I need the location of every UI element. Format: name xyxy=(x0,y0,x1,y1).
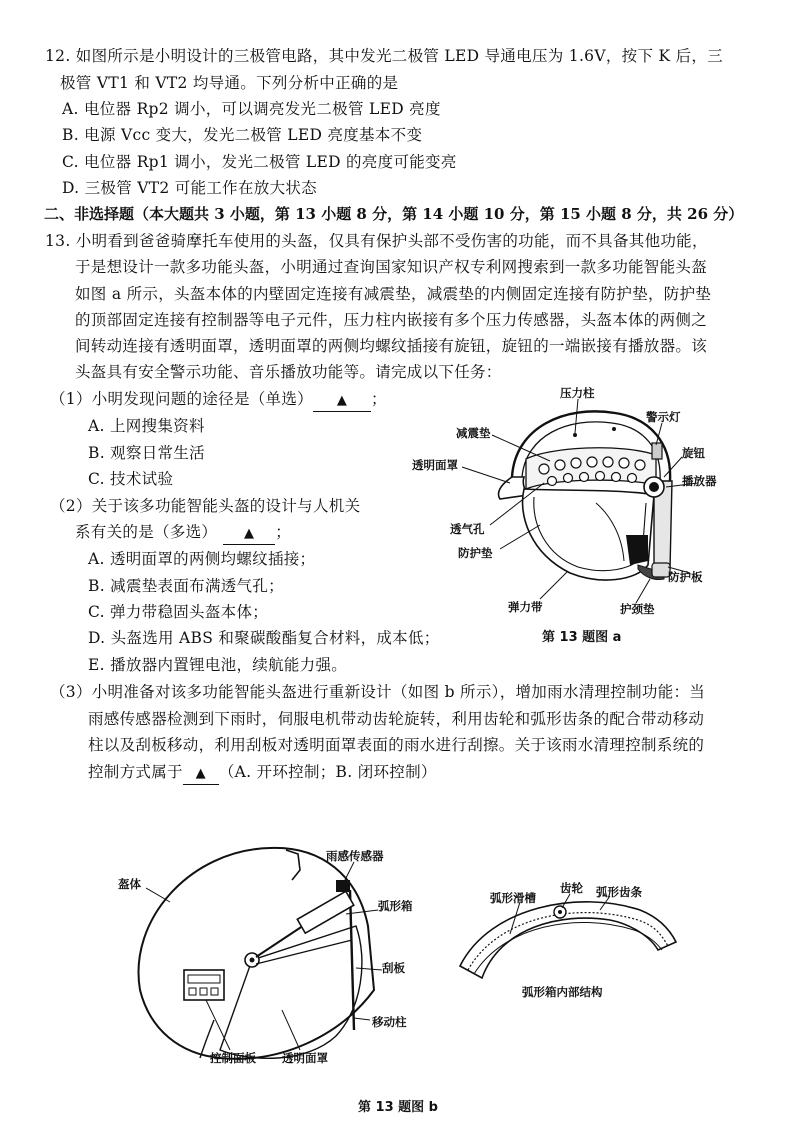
figure-b-caption: 第 13 题图 b xyxy=(358,1100,438,1115)
answer-blank[interactable]: ▲ xyxy=(313,389,371,412)
answer-blank[interactable]: ▲ xyxy=(223,522,275,545)
label-control-panel: 控制面板 xyxy=(210,1051,256,1065)
label-protective-plate: 防护板 xyxy=(668,570,703,584)
figure-a-helmet xyxy=(400,385,720,635)
q12-option-a: A. 电位器 Rp2 调小，可以调亮发光二极管 LED 亮度 xyxy=(62,100,441,118)
q13-part3-line3: 柱以及刮板移动，利用刮板对透明面罩表面的雨水进行刮擦。关于该雨水清理控制系统的 xyxy=(88,736,705,754)
label-neck-pad: 护颈垫 xyxy=(620,602,655,616)
q13-part2-stem-line1: （2）关于该多功能智能头盔的设计与人机关 xyxy=(50,497,361,515)
q13-part2-option-e: E. 播放器内置锂电池，续航能力强。 xyxy=(88,656,348,674)
label-rain-sensor: 雨感传感器 xyxy=(326,849,384,863)
q13-part3-line2: 雨感传感器检测到下雨时，伺服电机带动齿轮旋转，利用齿轮和弧形齿条的配合带动移动 xyxy=(88,710,705,728)
q13-part2-stem-line2: 系有关的是（多选） ▲ ； xyxy=(75,522,291,545)
q13-intro-line1: 13. 小明看到爸爸骑摩托车使用的头盔，仅具有保护头部不受伤害的功能，而不具备其他功能， xyxy=(45,232,708,250)
q13-intro-line6: 头盔具有安全警示功能、音乐播放功能等。请完成以下任务： xyxy=(75,363,502,381)
q13-part2-option-d: D. 头盔选用 ABS 和聚碳酸酯复合材料，成本低； xyxy=(88,629,440,647)
q13-part1-option-c: C. 技术试验 xyxy=(88,470,174,488)
label-protective-pad: 防护垫 xyxy=(458,546,493,560)
label-shell: 盔体 xyxy=(118,877,141,891)
q13-part2-option-a: A. 透明面罩的两侧均螺纹插接； xyxy=(88,550,316,568)
q13-part2-option-b: B. 减震垫表面布满透气孔； xyxy=(88,577,284,595)
answer-blank[interactable]: ▲ xyxy=(183,762,219,785)
label-shock-pad: 减震垫 xyxy=(456,426,491,440)
label-arc-box: 弧形箱 xyxy=(378,899,413,913)
section-heading: 二、非选择题（本大题共 3 小题，第 13 小题 8 分，第 14 小题 10 分，第 15 小题 8 分，共 26 分） xyxy=(44,205,744,223)
q13-part2-option-c: C. 弹力带稳固头盔本体； xyxy=(88,603,269,621)
q13-part1-option-b: B. 观察日常生活 xyxy=(88,444,205,462)
q13-intro-line2: 于是想设计一款多功能头盔，小明通过查询国家知识产权专利网搜索到一款多功能智能头盔 xyxy=(75,258,708,276)
label-knob: 旋钮 xyxy=(682,446,705,460)
label-visor: 透明面罩 xyxy=(412,458,458,472)
q13-intro-line3: 如图 a 所示，头盔本体的内壁固定连接有减震垫，减震垫的内侧固定连接有防护垫，防护垫 xyxy=(75,285,712,303)
figure-b-diagram xyxy=(110,840,690,1080)
label-warning-light: 警示灯 xyxy=(646,410,681,424)
q12-option-c: C. 电位器 Rp1 调小，发光二极管 LED 的亮度可能变亮 xyxy=(62,153,457,171)
label-arc-slot: 弧形滑槽 xyxy=(490,891,536,905)
label-arc-box-inner: 弧形箱内部结构 xyxy=(522,985,603,999)
label-gear: 齿轮 xyxy=(560,881,583,895)
q13-part3-line1: （3）小明准备对该多功能智能头盔进行重新设计（如图 b 所示），增加雨水清理控制功能：当 xyxy=(50,683,706,701)
label-moving-column: 移动柱 xyxy=(372,1015,407,1029)
q13-intro-line5: 间转动连接有透明面罩，透明面罩的两侧均螺纹插接有旋钮，旋钮的一端嵌接有播放器。该 xyxy=(75,337,708,355)
label-pressure-column: 压力柱 xyxy=(560,386,595,400)
label-elastic-band: 弹力带 xyxy=(508,600,543,614)
label-arc-rack: 弧形齿条 xyxy=(596,885,642,899)
q12-stem-line1: 12. 如图所示是小明设计的三极管电路，其中发光二极管 LED 导通电压为 1.6V，按下 K 后，三 xyxy=(45,47,723,65)
label-wiper: 刮板 xyxy=(382,961,405,975)
figure-a-caption: 第 13 题图 a xyxy=(542,630,622,645)
q13-intro-line4: 的顶部固定连接有控制器等电子元件，压力柱内嵌接有多个压力传感器，头盔本体的两侧之 xyxy=(75,311,708,329)
q13-part1-option-a: A. 上网搜集资料 xyxy=(88,417,205,435)
q12-option-d: D. 三极管 VT2 可能工作在放大状态 xyxy=(62,179,317,197)
label-player: 播放器 xyxy=(682,474,717,488)
label-visor-b: 透明面罩 xyxy=(282,1051,328,1065)
q12-stem-line2: 极管 VT1 和 VT2 均导通。下列分析中正确的是 xyxy=(60,74,399,92)
q12-option-b: B. 电源 Vcc 变大，发光二极管 LED 亮度基本不变 xyxy=(62,126,423,144)
q13-part3-line4: 控制方式属于 ▲ （A. 开环控制；B. 闭环控制） xyxy=(88,762,437,785)
q13-part1-stem: （1）小明发现问题的途径是（单选） ▲ ； xyxy=(50,389,387,412)
label-vent: 透气孔 xyxy=(450,522,485,536)
